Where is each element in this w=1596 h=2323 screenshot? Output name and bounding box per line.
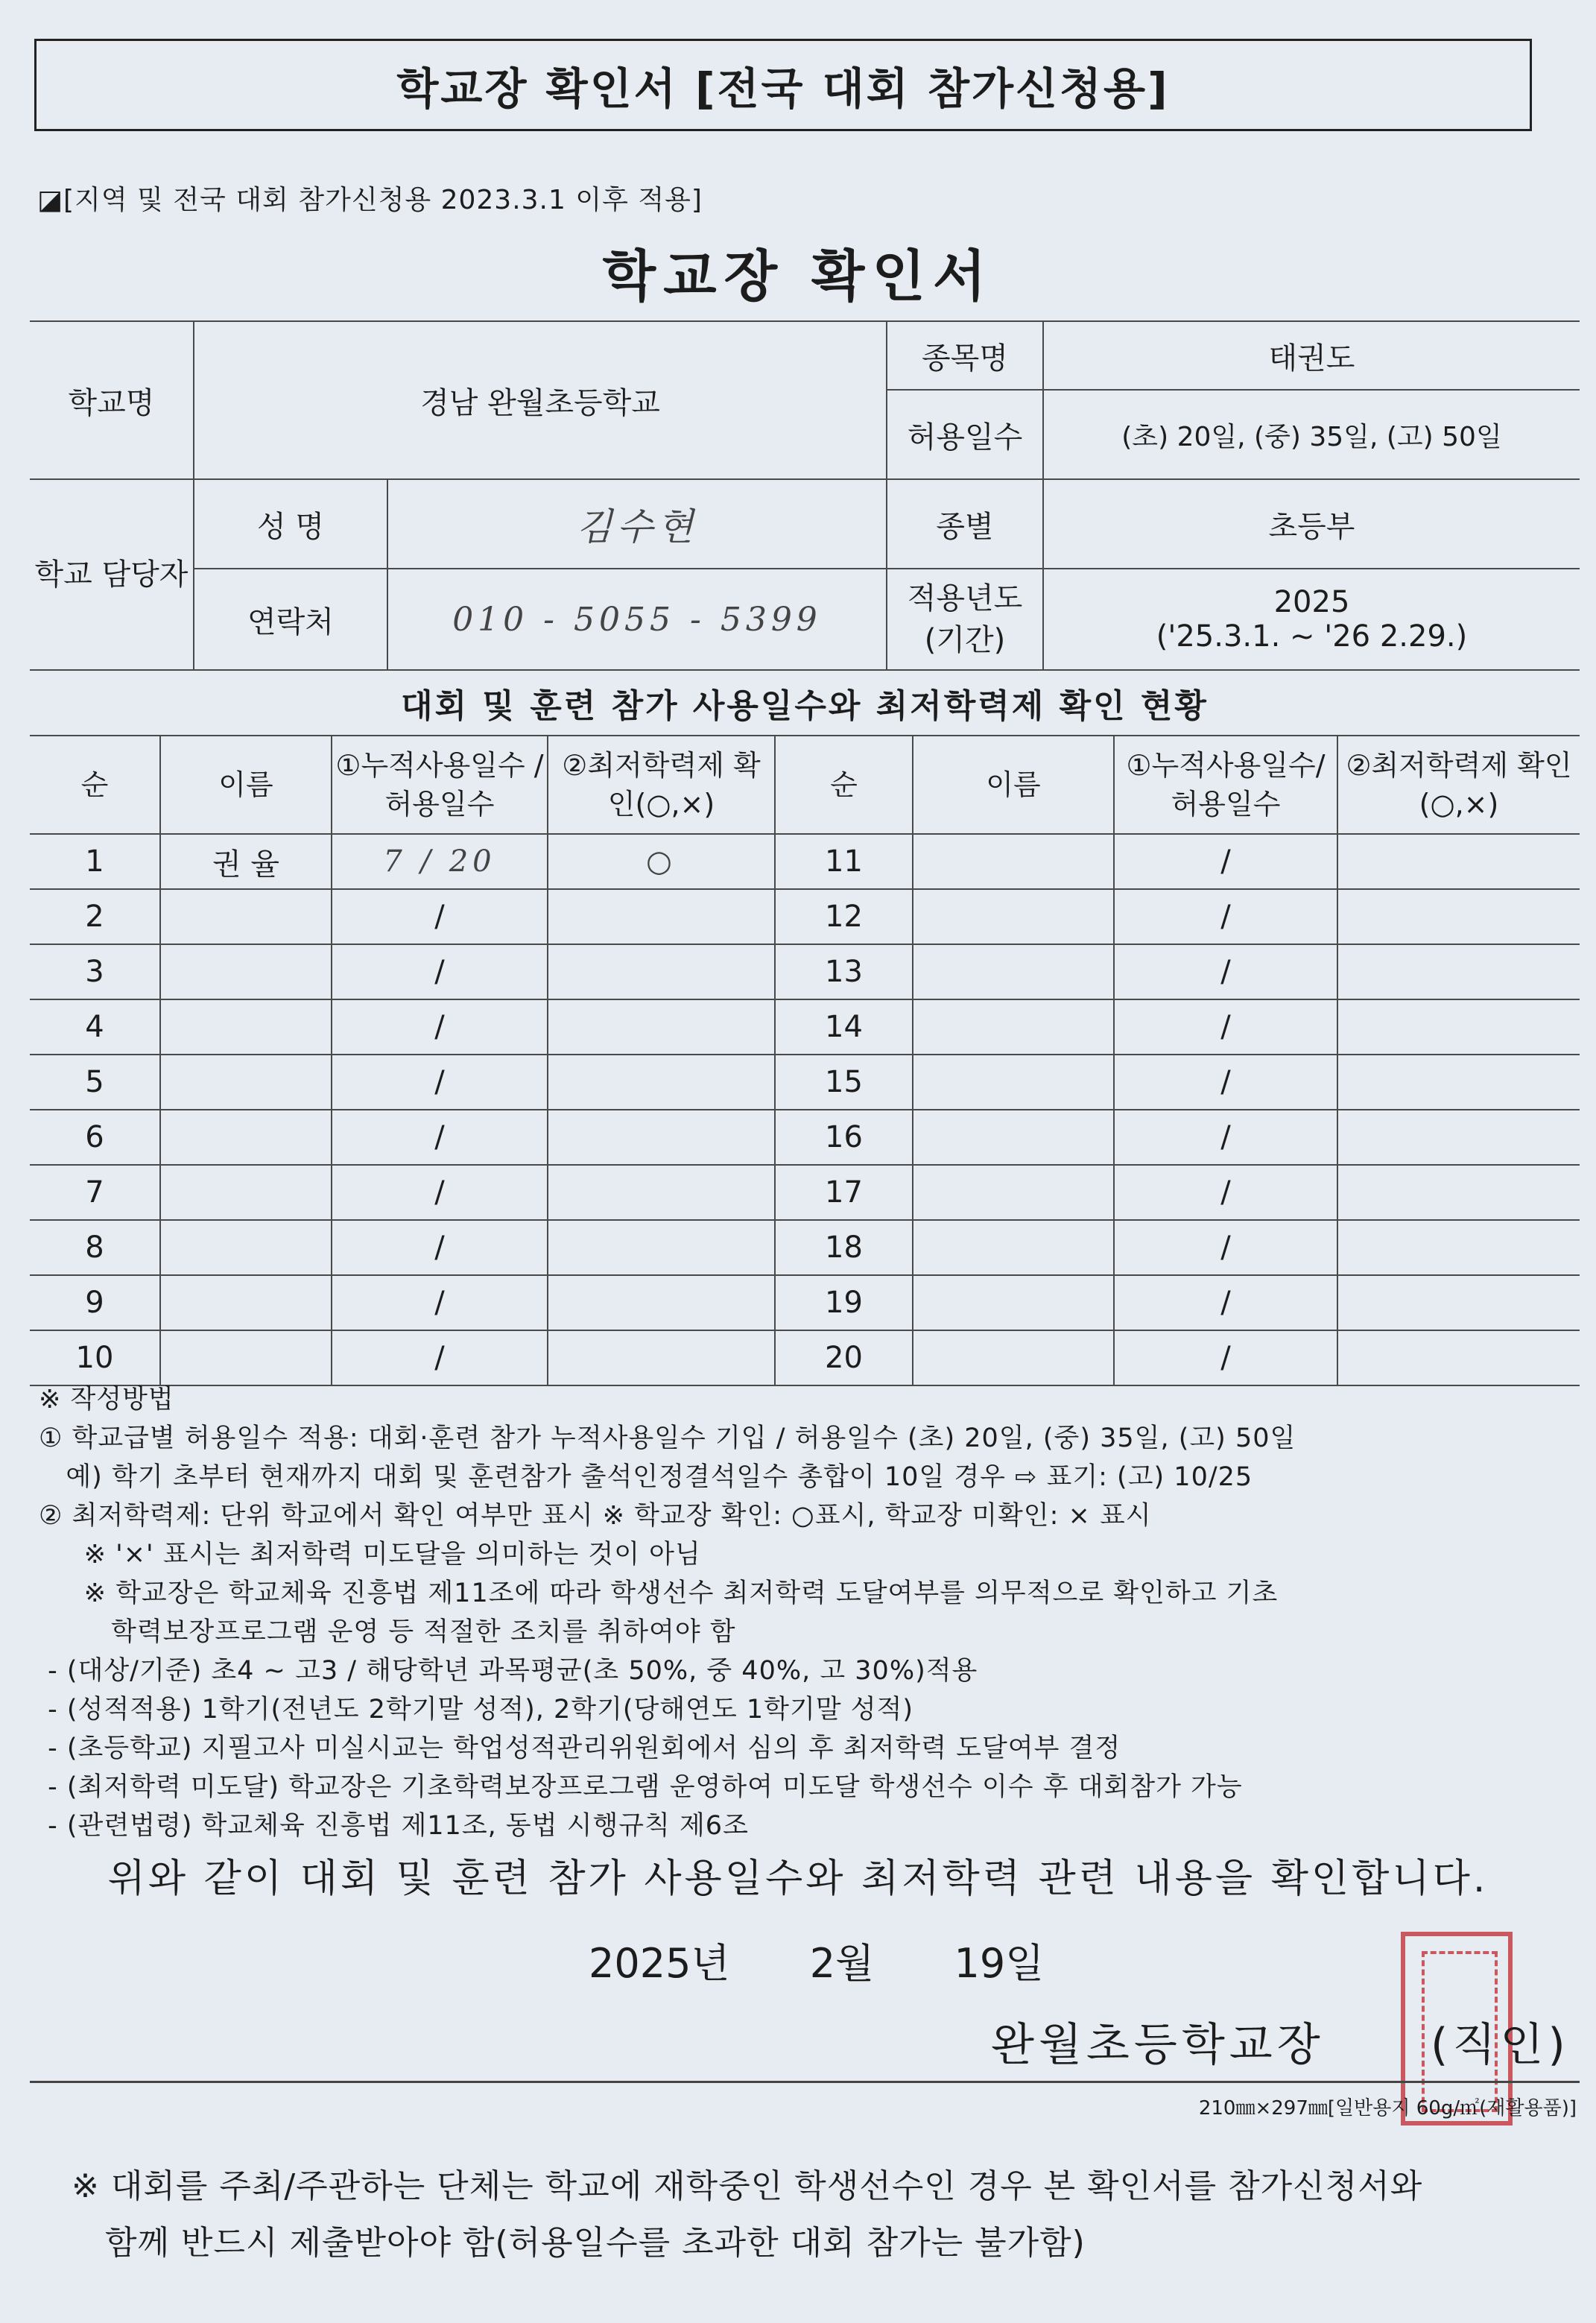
row-no: 11 [775,834,913,889]
row-check [1337,1110,1580,1165]
row-name [160,944,332,999]
row-check [548,1275,775,1330]
row-days: / [1114,944,1337,999]
row-check [1337,1220,1580,1275]
note-line: - (최저학력 미도달) 학교장은 기초학력보장프로그램 운영하여 미도달 학생선수 이수 후 대회참가 가능 [39,1772,1243,1802]
form-title: 학교장 확인서 [602,244,994,309]
date-year: 2025년 [589,1940,730,1987]
roster-section-title: 대회 및 훈련 참가 사용일수와 최저학력제 확인 현황 [401,687,1209,725]
row-days: / [1114,1330,1337,1385]
row-days: / [332,1330,548,1385]
row-check [1337,889,1580,944]
allowed-days-label: 허용일수 [887,390,1043,479]
table-row [30,999,1580,1055]
row-no: 13 [775,944,913,999]
division-label: 종별 [887,479,1043,569]
sport-label: 종목명 [887,321,1043,390]
row-no: 14 [775,999,913,1055]
row-no: 15 [775,1055,913,1110]
row-no: 17 [775,1165,913,1220]
note-line: - (성적적용) 1학기(전년도 2학기말 성적), 2학기(당해연도 1학기말 성적) [39,1695,914,1725]
footer-line: ※ 대회를 주최/주관하는 단체는 학교에 재학중인 학생선수인 경우 본 확인서를 참가신청서와 [72,2167,1423,2205]
row-no: 16 [775,1110,913,1165]
staff-name-value: 김수현 [387,479,887,569]
confirmation-statement: 위와 같이 대회 및 훈련 참가 사용일수와 최저학력 관련 내용을 확인합니다. [107,1856,1489,1901]
row-days: / [332,999,548,1055]
document-header-title: 학교장 확인서 [전국 대회 참가신청용] [34,39,1532,131]
col-no-left: 순 [30,736,160,834]
staff-label: 학교 담당자 [30,479,194,670]
school-info-table [30,320,1580,671]
note-line: ② 최저학력제: 단위 학교에서 확인 여부만 표시 ※ 학교장 확인: ○표시, 학교장 미확인: × 표시 [39,1501,1152,1531]
row-days: / [1114,1220,1337,1275]
row-check [1337,1055,1580,1110]
date-month: 2월 [809,1940,875,1987]
col-days-right: ①누적사용일수/ 허용일수 [1114,736,1337,834]
row-name [913,1330,1114,1385]
row-check [548,1220,775,1275]
row-check [1337,1330,1580,1385]
row-days: / [1114,1055,1337,1110]
col-check-left: ②최저학력제 확인(○,×) [548,736,775,834]
footer-notice [72,2158,1569,2272]
table-row [30,834,1580,889]
row-days: / [332,889,548,944]
apply-year-period: ('25.3.1. ~ '26 2.29.) [1156,619,1468,654]
school-name-label: 학교명 [30,321,194,479]
table-row [30,1275,1580,1330]
row-check [548,999,775,1055]
row-no: 10 [30,1330,160,1385]
note-line: 학력보장프로그램 운영 등 적절한 조치를 취하여야 함 [39,1617,736,1647]
row-days: / [1114,1165,1337,1220]
paper-spec: 210㎜×297㎜[일반용지 60g/㎡(재활용품)] [1198,2097,1577,2120]
row-no: 18 [775,1220,913,1275]
row-name [913,1220,1114,1275]
footer-line: 함께 반드시 제출받아야 함(허용일수를 초과한 대회 참가는 불가함) [72,2224,1086,2262]
table-row [30,1055,1580,1110]
signing-date [589,1932,1111,1989]
row-no: 4 [30,999,160,1055]
row-no: 6 [30,1110,160,1165]
row-name [913,1055,1114,1110]
row-check [1337,944,1580,999]
row-name [160,999,332,1055]
apply-year-cell [1043,569,1580,670]
row-name [913,1110,1114,1165]
instructions-notes [39,1380,1574,1845]
row-check [548,944,775,999]
row-days: / [332,1110,548,1165]
row-no: 9 [30,1275,160,1330]
row-days: / [332,944,548,999]
division-value: 초등부 [1043,479,1580,569]
apply-year-value: 2025 [1273,585,1350,619]
note-line: ※ 작성방법 [39,1385,174,1415]
row-name [160,1330,332,1385]
col-name-right: 이름 [913,736,1114,834]
row-check [1337,834,1580,889]
note-line: ※ '×' 표시는 최저학력 미도달을 의미하는 것이 아님 [39,1540,701,1570]
col-days-left: ①누적사용일수 /허용일수 [332,736,548,834]
row-days: / [1114,999,1337,1055]
allowed-days-value: (초) 20일, (중) 35일, (고) 50일 [1043,390,1580,479]
table-row [30,944,1580,999]
row-name [913,1275,1114,1330]
date-day: 19일 [954,1940,1045,1987]
applicability-note: ◪[지역 및 전국 대회 참가신청용 2023.3.1 이후 적용] [37,185,703,215]
row-name [913,999,1114,1055]
row-days: / [332,1055,548,1110]
table-row [30,1110,1580,1165]
row-name [913,889,1114,944]
staff-name-label: 성 명 [194,479,387,569]
note-line: - (관련법령) 학교체육 진흥법 제11조, 동법 시행규칙 제6조 [39,1811,749,1841]
row-no: 5 [30,1055,160,1110]
col-check-right: ②최저학력제 확인(○,×) [1337,736,1580,834]
col-no-right: 순 [775,736,913,834]
sport-value: 태권도 [1043,321,1580,390]
student-roster-table [30,735,1580,1386]
row-no: 19 [775,1275,913,1330]
staff-contact-label: 연락처 [194,569,387,670]
row-name [160,1110,332,1165]
row-name [160,889,332,944]
row-check [548,1110,775,1165]
row-check [1337,1165,1580,1220]
col-name-left: 이름 [160,736,332,834]
row-check [548,889,775,944]
table-row [30,1220,1580,1275]
row-no: 3 [30,944,160,999]
divider [30,2081,1580,2083]
row-days: / [332,1165,548,1220]
note-line: ① 학교급별 허용일수 적용: 대회·훈련 참가 누적사용일수 기입 / 허용일수 (초) 20일, (중) 35일, (고) 50일 [39,1423,1296,1453]
row-days: / [1114,834,1337,889]
row-no: 1 [30,834,160,889]
row-no: 12 [775,889,913,944]
apply-year-label: 적용년도 (기간) [887,569,1043,670]
row-check [1337,1275,1580,1330]
seal-label: (직인) [1431,2019,1570,2071]
row-check [548,1165,775,1220]
table-row [30,1330,1580,1385]
principal-title: 완월초등학교장 [991,2019,1325,2071]
row-days: / [1114,889,1337,944]
row-name [913,834,1114,889]
row-check [548,1055,775,1110]
row-days: / [1114,1110,1337,1165]
row-days: / [332,1275,548,1330]
row-no: 7 [30,1165,160,1220]
note-line: 예) 학기 초부터 현재까지 대회 및 훈련참가 출석인정결석일수 총합이 10일 경우 ⇨ 표기: (고) 10/25 [39,1462,1253,1492]
row-check [1337,999,1580,1055]
row-days: 7 / 20 [332,834,548,889]
row-days: / [1114,1275,1337,1330]
row-name [160,1275,332,1330]
staff-contact-value: 010 - 5055 - 5399 [387,569,887,670]
row-name [160,1055,332,1110]
row-check: ○ [548,834,775,889]
row-name [160,1220,332,1275]
school-name-value: 경남 완월초등학교 [194,321,887,479]
row-days: / [332,1220,548,1275]
note-line: ※ 학교장은 학교체육 진흥법 제11조에 따라 학생선수 최저학력 도달여부를 의무적으로 확인하고 기초 [39,1578,1279,1608]
table-row [30,889,1580,944]
row-name: 권 율 [160,834,332,889]
row-no: 20 [775,1330,913,1385]
row-no: 2 [30,889,160,944]
row-name [913,944,1114,999]
row-name [160,1165,332,1220]
note-line: - (대상/기준) 초4 ~ 고3 / 해당학년 과목평균(초 50%, 중 40%, 고 30%)적용 [39,1656,978,1686]
row-check [548,1330,775,1385]
row-name [913,1165,1114,1220]
table-row [30,1165,1580,1220]
note-line: - (초등학교) 지필고사 미실시교는 학업성적관리위원회에서 심의 후 최저학력 도달여부 결정 [39,1733,1121,1763]
row-no: 8 [30,1220,160,1275]
